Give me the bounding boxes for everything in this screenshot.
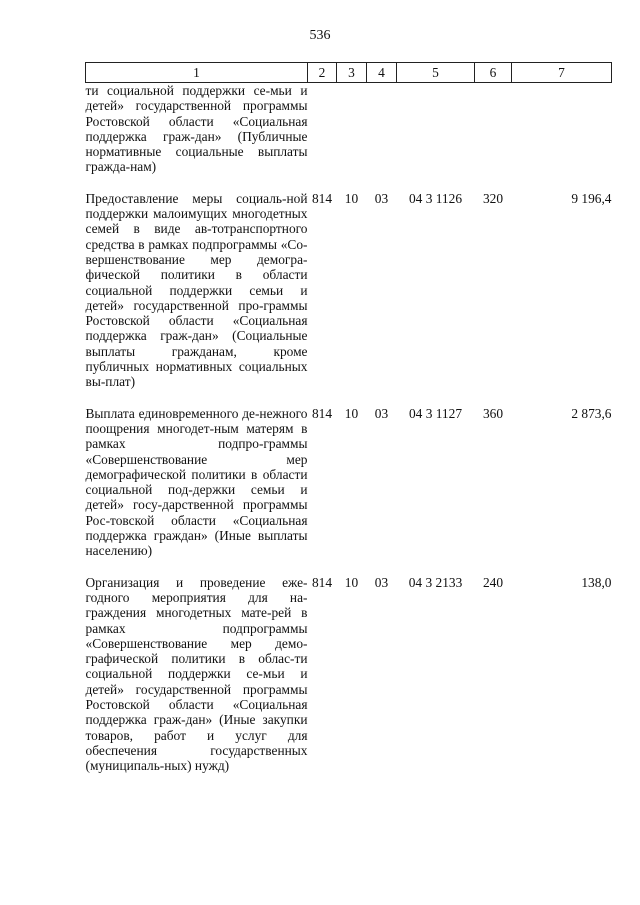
row-section — [337, 83, 367, 191]
row-target-article: 04 3 1127 — [408, 405, 463, 421]
row-expense-type: 320 — [482, 190, 504, 206]
column-header-1: 1 — [86, 63, 308, 83]
row-subsection — [367, 83, 397, 191]
row-amount — [512, 83, 612, 191]
row-subsection: 03 — [374, 190, 389, 206]
row-ministry-code: 814 — [311, 190, 333, 206]
column-header-7: 7 — [512, 63, 612, 83]
column-header-5: 5 — [397, 63, 475, 83]
row-amount: 138,0 — [581, 574, 612, 590]
table-row — [86, 191, 612, 406]
row-expense-type: 240 — [482, 574, 504, 590]
table-row — [86, 83, 612, 191]
row-description: ти социальной поддержки се-мьи и детей» государственной программы Ростовской области «Социальная поддержка граж-дан» (Публичные нормативные социальные выплаты граждa-нам) — [85, 83, 308, 175]
row-target-article — [397, 83, 475, 191]
row-description: Организация и проведение еже-годного мероприятия для на-граждения многодетных матe-рей в рамках подпрограммы «Совершенствование мер демо-графической политики в облас-ти социальной поддержки се-мьи и детей» государственной программы Ростовской области «Социальная поддержка граж-дан» (Иные закупки товаров, работ и услуг для обеспечения государственных (муниципаль-ных) нужд) — [85, 574, 308, 774]
column-header-4: 4 — [367, 63, 397, 83]
row-subsection: 03 — [374, 574, 389, 590]
row-target-article: 04 3 2133 — [408, 574, 463, 590]
row-expense-type: 360 — [482, 405, 504, 421]
table-row — [86, 406, 612, 575]
row-target-article: 04 3 1126 — [408, 190, 463, 206]
row-section: 10 — [344, 405, 359, 421]
row-subsection: 03 — [374, 405, 389, 421]
page-number: 536 — [309, 28, 331, 43]
row-description: Выплата единовременного де-нежного поощрения многодет-ным матерям в рамках подпро-граммы «Совершенствование мер демографической политики в области социальной под-держки семьи и детей» госу-дарственной программы Рос-товской области «Социальная поддержка граждан» (Иные выплаты населению) — [85, 405, 308, 559]
row-ministry-code: 814 — [311, 405, 333, 421]
row-description: Предоставление меры социаль-ной поддержки малоимущих многодетных семей в виде ав-тотранспортного средства в рамках подпрограммы «Со-вершенствование мер демогра-фической политики в области социальной поддержки семьи и детей» государственной про-граммы Ростовской области «Социальная поддержка граж-дан» (Социальные выплаты гражданам, кроме публичных нормативных социальных вы-плат) — [85, 190, 308, 390]
row-section: 10 — [344, 574, 359, 590]
row-expense-type — [475, 83, 512, 191]
column-header-2: 2 — [308, 63, 337, 83]
row-section: 10 — [344, 190, 359, 206]
budget-table — [85, 62, 612, 789]
row-ministry-code: 814 — [311, 574, 333, 590]
table-row — [86, 575, 612, 790]
row-amount: 2 873,6 — [571, 405, 612, 421]
header-row — [86, 63, 612, 83]
column-header-6: 6 — [475, 63, 512, 83]
column-header-3: 3 — [337, 63, 367, 83]
row-amount: 9 196,4 — [571, 190, 612, 206]
row-ministry-code — [308, 83, 337, 191]
